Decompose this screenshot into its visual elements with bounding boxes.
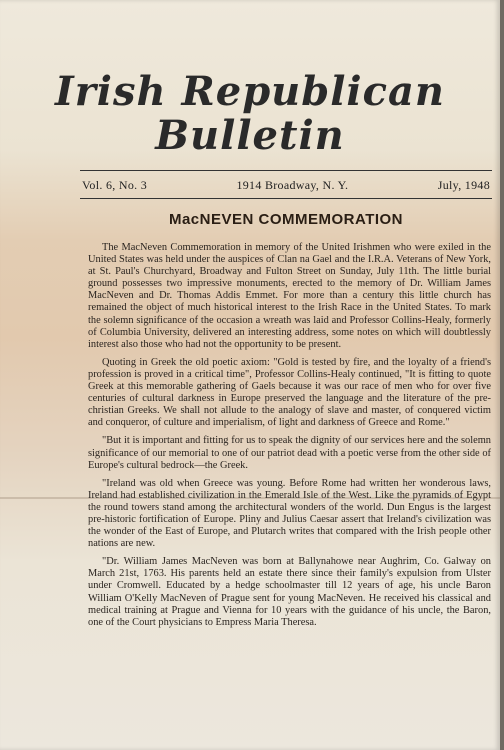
paragraph: The MacNeven Commemoration in memory of the United Irishmen who were exiled in the United States was held under the auspices of Clan na Gael and the I.R.A. Veterans of New York, at St. Paul's Churchyard, Broadway and Fulton Street on Sunday, July 11th. The little burial ground possesses two impressive monuments, erected to the memory of Dr. William James MacNeven and Dr. Thomas Addis Emmet. For more than a century this little church has remained the object of much historical interest to the Irish Race in the United States. To mark the solemn significance of the occasion a wreath was laid and Professor Collins-Healy, formerly of Columbia University, delivered an interesting address, some notes on which will doubtlessly interest also those who had not the opportunity to be present. (88, 242, 491, 350)
paragraph: "Dr. William James MacNeven was born at Ballynahowe near Aughrim, Co. Galway on March 21st, 1763. His parents held an estate there since their family's expulsion from Ulster under Cromwell. Educated by a hedge schoolmaster till 12 years of age, his uncle Baron William O'Kelly MacNeven of Prague sent for young MacNeven. He received his classical and medical training at Prague and Vienna for 10 years with the guidance of his uncle, the Baron, one of the Court physicians to Empress Maria Theresa. (88, 556, 491, 628)
issue-info-bar (82, 178, 490, 193)
top-rule (80, 170, 492, 171)
paragraph: Quoting in Greek the old poetic axiom: "Gold is tested by fire, and the loyalty of a friend's profession is proved in a critical time", Professor Collins-Healy continued, "It is fitting to quote Greek at this memorable gathering of Gaels because it was our race of men who for over five centuries of cultural darkness in Europe preserved the language and the literature of the pre-christian Greeks. We shall not allude to the analogy of slave and master, of conquered victim and conqueror, of culture and imperialism, of light and darkness of Greece and Rome." (88, 356, 491, 429)
issue-date: July, 1948 (437, 178, 490, 192)
masthead-line-2: Bulletin (155, 112, 345, 159)
masthead (0, 70, 500, 158)
article-title: MacNEVEN COMMEMORATION (168, 211, 404, 228)
bottom-rule (80, 198, 492, 199)
masthead-line-1: Irish Republican (55, 68, 445, 115)
volume-number: Vol. 6, No. 3 (82, 178, 148, 192)
address: 1914 Broadway, N. Y. (236, 178, 349, 192)
article-body (88, 242, 491, 635)
paragraph: "But it is important and fitting for us to speak the dignity of our services here and the solemn significance of our memorial to one of our patriot dead with a poetic verse from the other side of Europe's cultural bedrock—the Greek. (88, 435, 491, 471)
paragraph: "Ireland was old when Greece was young. Before Rome had written her wonderous laws, Ireland had established civilization in the Emerald Isle of the West. Like the pyramids of Egypt the round towers stand among the architectural wonders of the world. Dun Engus is the largest pre-historic fortification of Europe. Pliny and Julius Caesar assert that Ireland's civilization was the wonder of the East of Europe, and Plutarch writes that compared with the Irish people other nations are new. (88, 477, 491, 550)
